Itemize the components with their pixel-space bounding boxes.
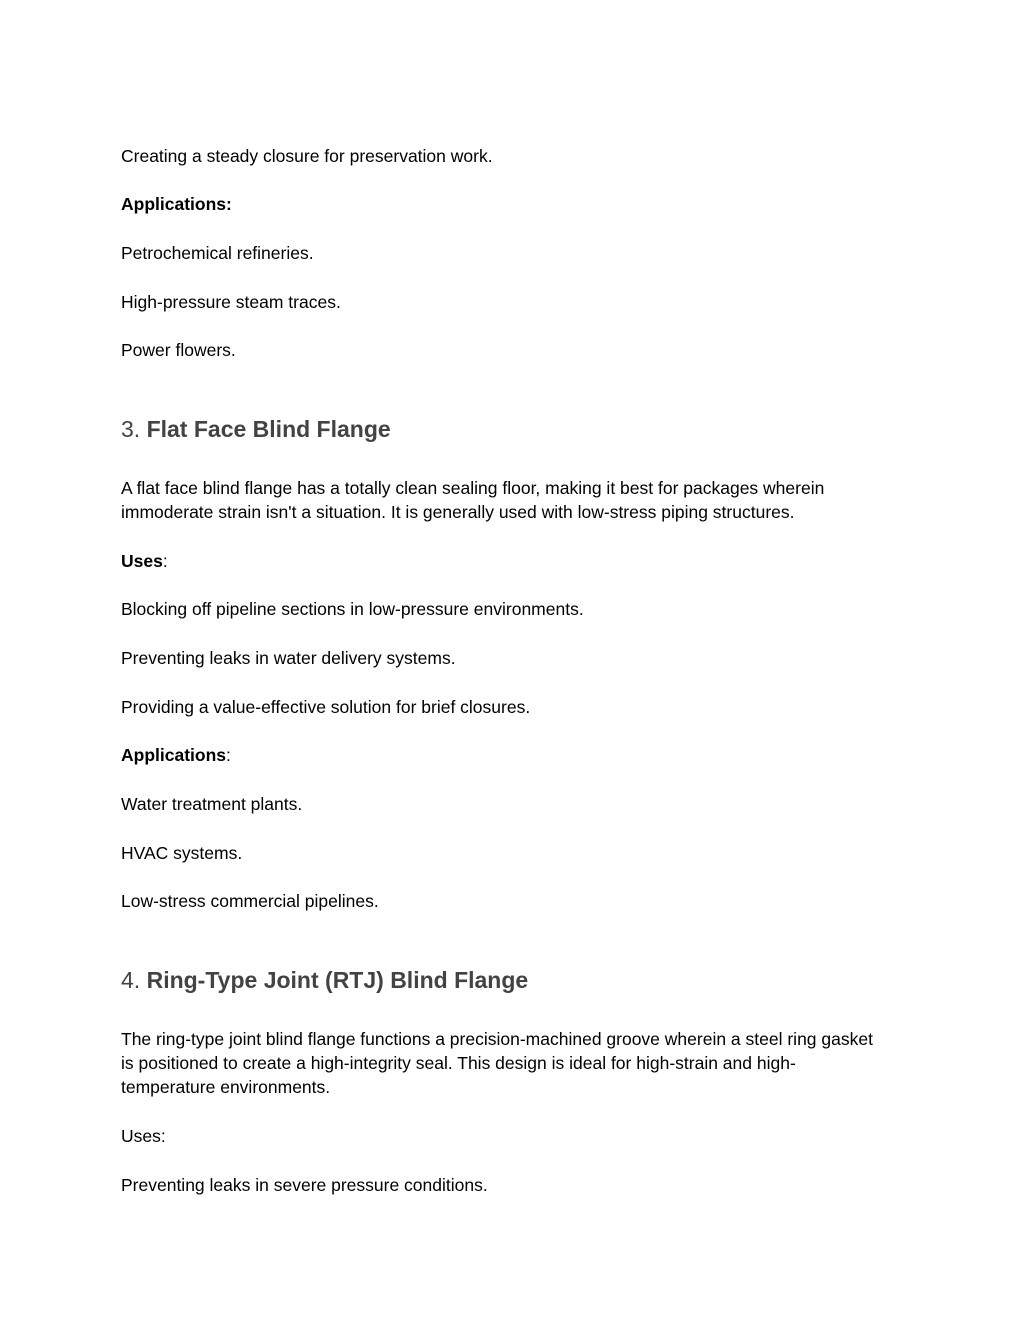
application-item: High-pressure steam traces. <box>121 292 341 312</box>
application-item: Water treatment plants. <box>121 794 303 814</box>
section-heading <box>121 965 528 995</box>
application-item: Petrochemical refineries. <box>121 243 314 263</box>
use-item: Blocking off pipeline sections in low-pressure environments. <box>121 599 584 619</box>
section-heading <box>121 414 391 444</box>
document-page <box>121 0 891 1325</box>
section-number: 3. <box>121 416 141 442</box>
application-item: HVAC systems. <box>121 843 243 863</box>
application-item: Power flowers. <box>121 340 236 360</box>
uses-label: Uses <box>121 551 163 571</box>
uses-label-line <box>121 549 168 573</box>
use-item: Preventing leaks in severe pressure conditions. <box>121 1175 488 1195</box>
section-description: The ring-type joint blind flange functions a precision-machined groove wherein a steel ring gasket is positioned to create a high-integrity seal. This design is ideal for high-strain and high-temperature environments. <box>121 1029 873 1097</box>
use-item: Creating a steady closure for preservation work. <box>121 146 493 166</box>
applications-label: Applications: <box>121 194 232 214</box>
section-title: Flat Face Blind Flange <box>146 416 391 442</box>
uses-label: Uses: <box>121 1126 166 1146</box>
section-number: 4. <box>121 967 141 993</box>
application-item: Low-stress commercial pipelines. <box>121 891 379 911</box>
uses-colon: : <box>162 551 168 571</box>
applications-label: Applications <box>121 745 227 765</box>
section-title: Ring-Type Joint (RTJ) Blind Flange <box>146 967 529 993</box>
applications-label-line <box>121 743 231 767</box>
section-description: A flat face blind flange has a totally clean sealing floor, making it best for packages wherein immoderate strain isn't a situation. It is generally used with low-stress piping structures. <box>121 478 825 522</box>
use-item: Preventing leaks in water delivery systems. <box>121 648 456 668</box>
applications-colon: : <box>226 745 231 765</box>
use-item: Providing a value-effective solution for brief closures. <box>121 697 531 717</box>
